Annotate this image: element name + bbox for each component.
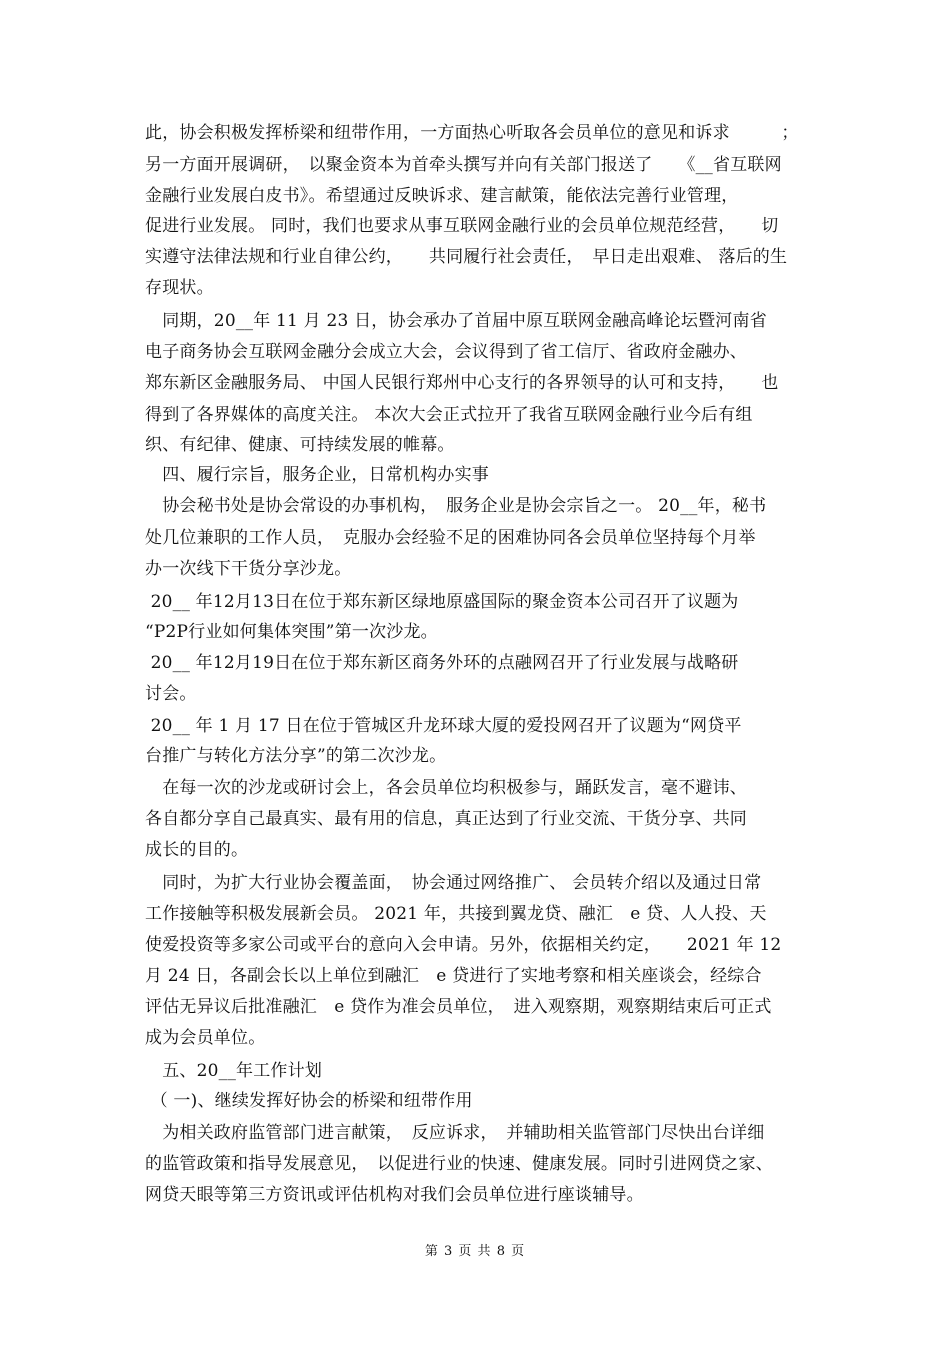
body-line: 存现状。 (145, 278, 214, 298)
body-line: 的监管政策和指导发展意见， 以促进行业的快速、健康发展。同时引进网贷之家、 (145, 1154, 773, 1174)
body-line: 为相关政府监管部门进言献策， 反应诉求， 并辅助相关监管部门尽快出台详细 (145, 1123, 765, 1143)
section-heading: 五、20__年工作计划 (145, 1061, 323, 1081)
body-line: 网贷天眼等第三方资讯或评估机构对我们会员单位进行座谈辅导。 (145, 1185, 644, 1205)
body-line: 台推广与转化方法分享”的第二次沙龙。 (145, 746, 447, 766)
body-line: 办一次线下干货分享沙龙。 (145, 559, 352, 579)
body-line: 促进行业发展。 同时，我们也要求从事互联网金融行业的会员单位规范经营， 切 (145, 216, 779, 236)
body-line: 使爱投资等多家公司或平台的意向入会申请。另外，依据相关约定， 2021 年 12 (145, 935, 782, 955)
body-line: 金融行业发展白皮书》。希望通过反映诉求、建言献策，能依法完善行业管理， (145, 186, 739, 206)
body-line: 成长的目的。 (145, 840, 249, 860)
body-line: 电子商务协会互联网金融分会成立大会，会议得到了省工信厅、省政府金融办、 (145, 342, 747, 362)
body-line: 评估无异议后批准融汇 e 贷作为准会员单位， 进入观察期，观察期结束后可正式 (145, 997, 772, 1017)
body-line: 此，协会积极发挥桥梁和纽带作用，一方面热心听取各会员单位的意见和诉求 ； (145, 123, 799, 143)
body-line: 工作接触等积极发展新会员。 2021 年，共接到翼龙贷、融汇 e 贷、人人投、天 (145, 904, 767, 924)
body-line: 协会秘书处是协会常设的办事机构， 服务企业是协会宗旨之一。 20__年，秘书 (145, 496, 767, 516)
body-line: 各自都分享自己最真实、最有用的信息，真正达到了行业交流、干货分享、共同 (145, 809, 747, 829)
body-line: 同时，为扩大行业协会覆盖面， 协会通过网络推广、 会员转介绍以及通过日常 (145, 873, 762, 893)
body-line: 月 24 日，各副会长以上单位到融汇 e 贷进行了实地考察和相关座谈会，经综合 (145, 966, 762, 986)
body-line: 20__ 年12月19日在位于郑东新区商务外环的点融网召开了行业发展与战略研 (145, 653, 739, 673)
body-line: 同期，20__年 11 月 23 日，协会承办了首届中原互联网金融高峰论坛暨河南省 (145, 311, 767, 331)
body-line: 20__ 年12月13日在位于郑东新区绿地原盛国际的聚金资本公司召开了议题为 (145, 592, 739, 612)
body-line: “P2P行业如何集体突围”第一次沙龙。 (145, 622, 438, 642)
body-line: 织、有纪律、健康、可持续发展的帷幕。 (145, 435, 455, 455)
body-line: 讨会。 (145, 684, 197, 704)
body-line: 处几位兼职的工作人员， 克服办会经验不足的困难协同各会员单位坚持每个月举 (145, 528, 756, 548)
section-heading: 四、履行宗旨，服务企业，日常机构办实事 (145, 465, 489, 485)
body-line: 成为会员单位。 (145, 1028, 266, 1048)
body-line: 实遵守法律法规和行业自律公约， 共同履行社会责任， 早日走出艰难、 落后的生 (145, 247, 788, 267)
body-line: 郑东新区金融服务局、 中国人民银行郑州中心支行的各界领导的认可和支持， 也 (145, 373, 779, 393)
body-line: 20__ 年 1 月 17 日在位于管城区升龙环球大厦的爱投网召开了议题为“网贷平 (145, 716, 742, 736)
page-number-footer: 第 3 页 共 8 页 (424, 1244, 526, 1259)
body-line: 得到了各界媒体的高度关注。 本次大会正式拉开了我省互联网金融行业今后有组 (145, 405, 753, 425)
body-line: 在每一次的沙龙或研讨会上，各会员单位均积极参与，踊跃发言，毫不避讳、 (145, 778, 747, 798)
subsection-heading: （ 一)、继续发挥好协会的桥梁和纽带作用 (145, 1091, 473, 1111)
body-line: 另一方面开展调研， 以聚金资本为首牵头撰写并向有关部门报送了 《__省互联网 (145, 155, 782, 175)
